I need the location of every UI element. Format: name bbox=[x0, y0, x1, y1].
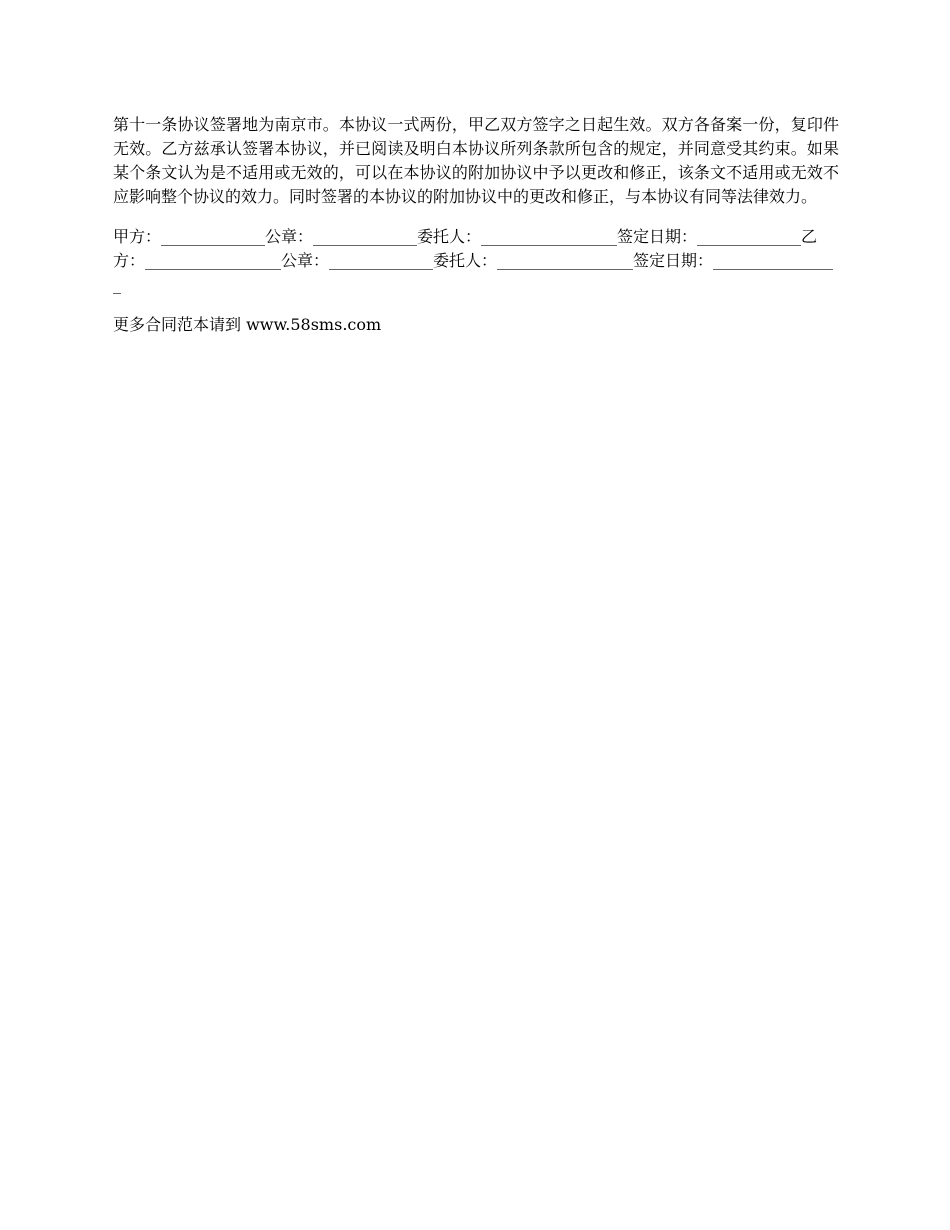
document-body bbox=[113, 113, 839, 337]
clause-eleven-paragraph: 第十一条协议签署地为南京市。本协议一式两份，甲乙双方签字之日起生效。双方各备案一份，复印件无效。乙方兹承认签署本协议，并已阅读及明白本协议所列条款所包含的规定，并同意受其约束。如果某个条文认为是不适用或无效的，可以在本协议的附加协议中予以更改和修正，该条文不适用或无效不应影响整个协议的效力。同时签署的本协议的附加协议中的更改和修正，与本协议有同等法律效力。 bbox=[113, 115, 839, 206]
footer-more-templates: 更多合同范本请到 www.58sms.com bbox=[113, 315, 382, 334]
signature-block: 甲方：_____________公章：_____________委托人：_________________签定日期：_____________乙方：_________________公章：_____________委托人：_________________签定日期：________________ bbox=[113, 227, 834, 294]
